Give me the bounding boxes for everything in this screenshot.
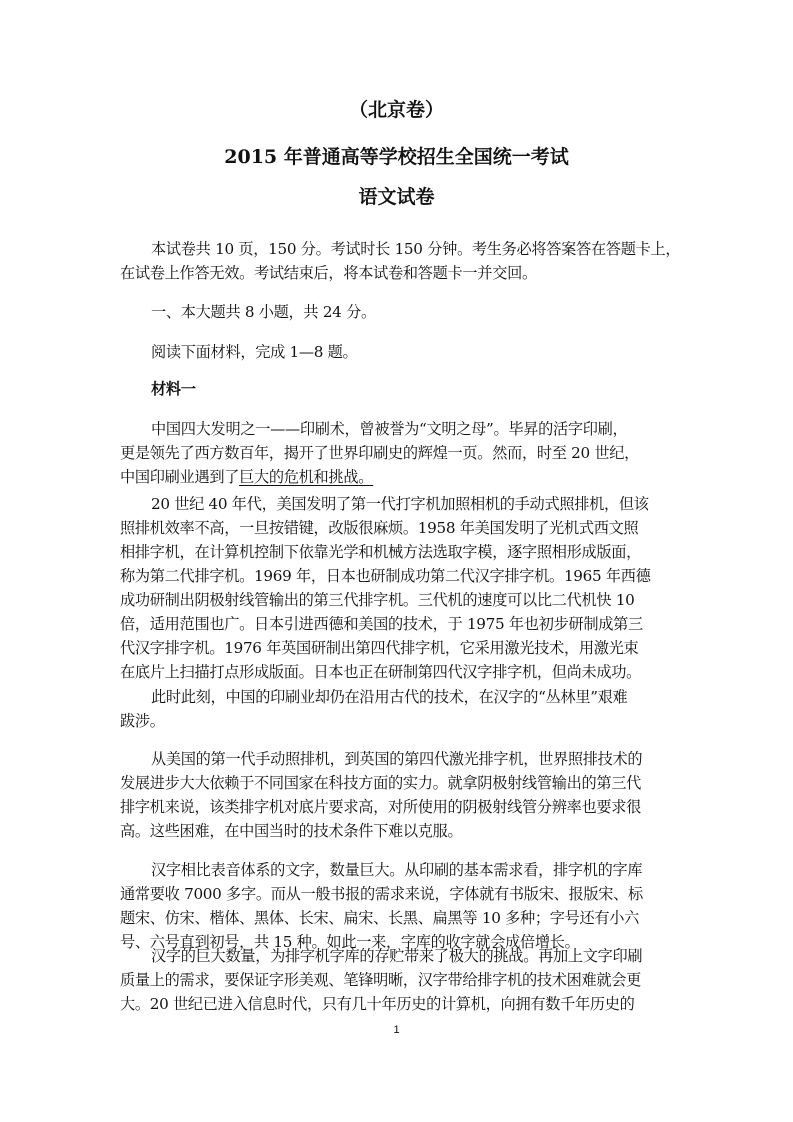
page-number: 1 xyxy=(393,1024,400,1036)
p5-line-4: 号、六号直到初号，共 15 种。如此一来，字库的收字就会成倍增长。 xyxy=(120,933,580,951)
p5-line-1: 汉字相比表音体系的文字，数量巨大。从印刷的基本需求看，排字机的字库 xyxy=(151,861,643,879)
p2-line-5: 成功研制出阴极射线管输出的第三代排字机。三代机的速度可以比二代机快 10 xyxy=(120,591,635,609)
instructions-line-1: 本试卷共 10 页，150 分。考试时长 150 分钟。考生务必将答案答在答题卡上， xyxy=(151,240,681,258)
section-one-prompt-block xyxy=(120,340,680,364)
section-one-prompt: 阅读下面材料，完成 1—8 题。 xyxy=(151,343,358,361)
material-label: 材料一 xyxy=(151,380,196,398)
p1-line-3-prefix: 中国印刷业遇到了 xyxy=(120,468,240,486)
p2-line-8: 在底片上扫描打点形成版面。日本也正在研制第四代汉字排字机，但尚未成功。 xyxy=(120,663,642,681)
paragraph-3 xyxy=(120,685,680,733)
section-one-heading-block xyxy=(120,300,680,324)
p6-line-1: 汉字的巨大数量，为排字机字库的存贮带来了极大的挑战。再加上文字印刷 xyxy=(151,947,643,965)
paragraph-4 xyxy=(120,747,680,843)
p4-line-3: 排字机来说，该类排字机对底片要求高，对所使用的阴极射线管分辨率也要求很 xyxy=(120,798,642,816)
paragraph-2 xyxy=(120,492,680,684)
p2-line-3: 相排字机，在计算机控制下依靠光学和机械方法选取字模，逐字照相形成版面， xyxy=(120,543,642,561)
instructions-line-2: 在试卷上作答无效。考试结束后，将本试卷和答题卡一并交回。 xyxy=(120,264,537,282)
p2-line-2: 照排机效率不高，一旦按错键，改版很麻烦。1958 年美国发明了光机式西文照 xyxy=(120,519,639,537)
p4-line-2: 发展进步大大依赖于不同国家在科技方面的实力。就拿阴极射线管输出的第三代 xyxy=(120,774,642,792)
p2-line-1: 20 世纪 40 年代，美国发明了第一代打字机加照相机的手动式照排机，但该 xyxy=(151,495,649,513)
paragraph-6 xyxy=(120,944,680,1016)
p4-line-4: 高。这些困难，在中国当时的技术条件下难以克服。 xyxy=(120,822,463,840)
exam-title: 2015 年普通高等学校招生全国统一考试 xyxy=(224,146,569,168)
p4-line-1: 从美国的第一代手动照排机，到英国的第四代激光排字机，世界照排技术的 xyxy=(151,750,643,768)
material-label-block xyxy=(120,377,680,401)
p3-line-1: 此时此刻，中国的印刷业却仍在沿用古代的技术，在汉字的“丛林里”艰难 xyxy=(151,688,628,706)
p6-line-3: 大。20 世纪已进入信息时代，只有几十年历史的计算机，向拥有数千年历史的 xyxy=(120,995,635,1013)
p5-line-2: 通常要收 7000 多字。而从一般书报的需求来说，字体就有书版宋、报版宋、标 xyxy=(120,885,643,903)
p6-line-2: 质量上的需求，要保证字形美观、笔锋明晰，汉字带给排字机的技术困难就会更 xyxy=(120,971,642,989)
section-one-heading: 一、本大题共 8 小题，共 24 分。 xyxy=(151,303,376,321)
paragraph-1 xyxy=(120,417,680,489)
p1-line-2: 更是领先了西方数百年，揭开了世界印刷史的辉煌一页。然而，时至 20 世纪， xyxy=(120,444,640,462)
p2-line-7: 代汉字排字机。1976 年英国研制出第四代排字机，它采用激光技术，用激光束 xyxy=(120,639,639,657)
p2-line-4: 称为第二代排字机。1969 年，日本也研制成功第二代汉字排字机。1965 年西德 xyxy=(120,567,651,585)
p1-line-3 xyxy=(120,465,680,489)
p1-line-1: 中国四大发明之一——印刷术，曾被誉为“文明之母”。毕昇的活字印刷， xyxy=(151,420,628,438)
p1-underlined-phrase: 巨大的危机和挑战。 xyxy=(239,468,374,486)
region-label: （北京卷） xyxy=(348,99,444,121)
p5-line-3: 题宋、仿宋、楷体、黑体、长宋、扁宋、长黑、扁黑等 10 多种；字号还有小六 xyxy=(120,909,640,927)
p3-line-2: 跋涉。 xyxy=(120,712,165,730)
paper-title: 语文试卷 xyxy=(358,186,435,208)
p2-line-6: 倍，适用范围也广。日本引进西德和美国的技术，于 1975 年也初步研制成第三 xyxy=(120,615,643,633)
paragraph-5 xyxy=(120,858,680,954)
instructions-paragraph xyxy=(120,237,680,285)
